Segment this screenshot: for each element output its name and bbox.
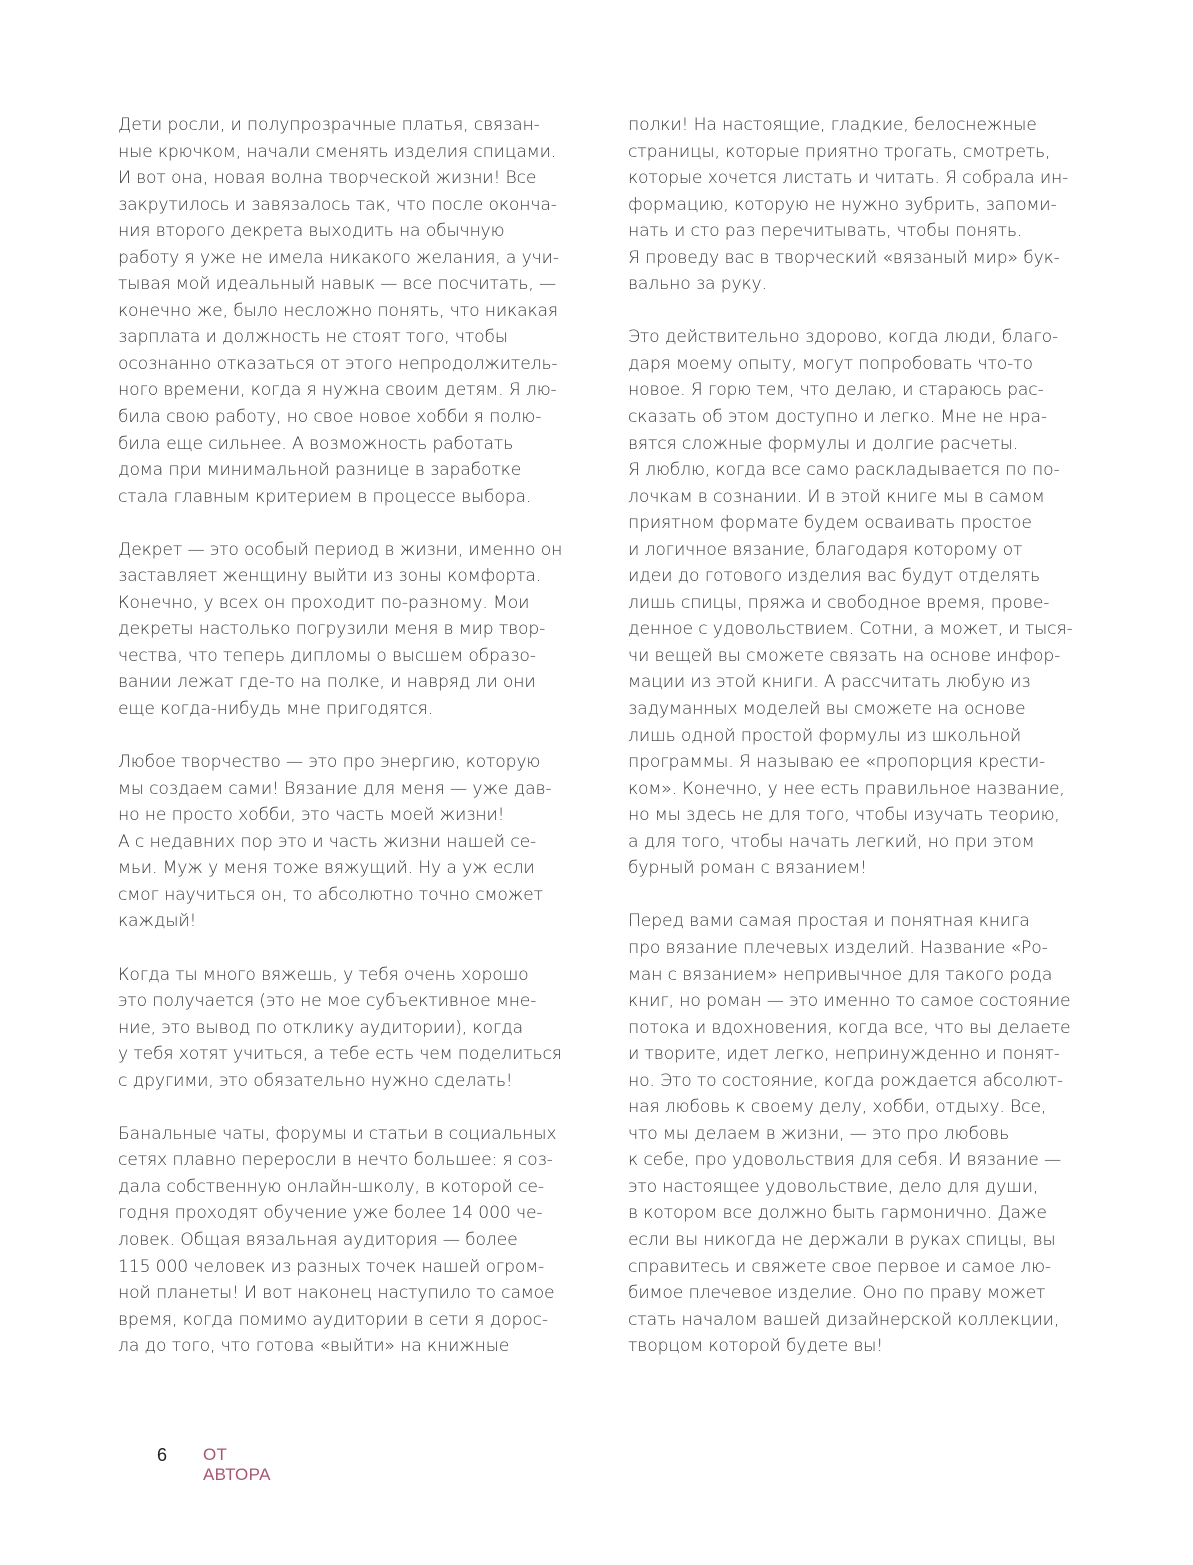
text-line: чества, что теперь дипломы о высшем образо- bbox=[118, 645, 536, 666]
text-line: осознанно отказаться от этого непродолжитель- bbox=[118, 353, 558, 374]
text-line: сказать об этом доступно и легко. Мне не нра- bbox=[628, 407, 1047, 428]
text-line: ного времени, когда я нужна своим детям. Я лю- bbox=[118, 380, 557, 401]
text-line: полки! На настоящие, гладкие, белоснежные bbox=[628, 115, 1037, 135]
text-line: ловек. Общая вязальная аудитория — более bbox=[118, 1229, 518, 1250]
text-line: Я люблю, когда все само раскладывается по по- bbox=[628, 460, 1060, 481]
text-line: Конечно, у всех он проходит по-разному. Мои bbox=[118, 592, 530, 613]
text-line: и логичное вязание, благодаря которому от bbox=[628, 539, 1023, 560]
text-line: чи вещей вы сможете связать на основе инфор- bbox=[628, 645, 1061, 666]
text-line: творцом которой будете вы! bbox=[628, 1336, 884, 1357]
text-line: заставляет женщину выйти из зоны комфорта. bbox=[118, 566, 542, 587]
text-line: задуманных моделей вы сможете на основе bbox=[628, 699, 1026, 720]
text-line: ла до того, что готова «выйти» на книжные bbox=[118, 1336, 510, 1357]
text-line: к себе, про удовольствия для себя. И вязание — bbox=[628, 1150, 1062, 1171]
text-line: а для того, чтобы начать легкий, но при этом bbox=[628, 831, 1035, 852]
text-line: Банальные чаты, форумы и статьи в социальных bbox=[118, 1123, 557, 1144]
text-line: стала главным критерием в процессе выбора. bbox=[118, 486, 532, 507]
text-line: ные крючком, начали сменять изделия спицами. bbox=[118, 141, 557, 162]
text-line: лочкам в сознании. И в этой книге мы в самом bbox=[628, 486, 1045, 507]
text-line: Перед вами самая простая и понятная книга bbox=[628, 911, 1030, 932]
text-line: страницы, которые приятно трогать, смотреть, bbox=[628, 141, 1051, 162]
text-line: Когда ты много вяжешь, у тебя очень хорошо bbox=[118, 964, 529, 985]
text-line: и творите, идет легко, непринужденно и понят- bbox=[628, 1044, 1060, 1065]
text-line: ной планеты! И вот наконец наступило то самое bbox=[118, 1283, 555, 1304]
text-line: Любое творчество — это про энергию, которую bbox=[118, 752, 541, 773]
text-line: закрутилось и завязалось так, что после оконча- bbox=[118, 194, 557, 215]
text-line: каждый! bbox=[118, 911, 197, 932]
text-line: тывая мой идеальный навык — все посчитать, — bbox=[118, 274, 557, 295]
left-column bbox=[118, 112, 608, 1386]
paragraph bbox=[628, 908, 1118, 1359]
right-column bbox=[628, 112, 1118, 1386]
text-line: работу я уже не имела никакого желания, а учи- bbox=[118, 247, 559, 268]
text-line: И вот она, новая волна творческой жизни! Все bbox=[118, 168, 537, 189]
text-line: лишь одной простой формулы из школьной bbox=[628, 725, 1022, 746]
paragraph bbox=[118, 1121, 608, 1360]
text-line: если вы никогда не держали в руках спицы, вы bbox=[628, 1229, 1056, 1250]
text-line: справитесь и свяжете свое первое и самое лю- bbox=[628, 1256, 1051, 1277]
text-line: вятся сложные формулы и долгие расчеты. bbox=[628, 433, 1019, 454]
text-line: книг, но роман — это именно то самое состояние bbox=[628, 991, 1071, 1012]
paragraph bbox=[118, 749, 608, 935]
text-line: годня проходят обучение уже более 14 000 че- bbox=[118, 1203, 543, 1224]
text-line: которые хочется листать и читать. Я собрала ин- bbox=[628, 168, 1069, 189]
text-line: у тебя хотят учиться, а тебе есть чем поделиться bbox=[118, 1044, 562, 1065]
text-line: но. Это то состояние, когда рождается абсолют- bbox=[628, 1070, 1063, 1091]
paragraph bbox=[118, 537, 608, 723]
text-line: ман с вязанием» непривычное для такого рода bbox=[628, 964, 1053, 985]
text-line: ния второго декрета выходить на обычную bbox=[118, 221, 505, 242]
text-line: формацию, которую не нужно зубрить, запоми- bbox=[628, 194, 1057, 215]
text-line: но мы здесь не для того, чтобы изучать теорию, bbox=[628, 805, 1060, 826]
text-line: потока и вдохновения, когда все, что вы делаете bbox=[628, 1017, 1071, 1038]
text-line: ние, это вывод по отклику аудитории), когда bbox=[118, 1017, 524, 1038]
text-line: дала собственную онлайн-школу, в которой се- bbox=[118, 1176, 544, 1197]
text-line: вально за руку. bbox=[628, 274, 767, 295]
text-line: мации из этой книги. А рассчитать любую из bbox=[628, 672, 1031, 693]
paragraph bbox=[118, 962, 608, 1095]
text-line: новое. Я горю тем, что делаю, и стараюсь рас- bbox=[628, 380, 1044, 401]
text-line: нать и сто раз перечитывать, чтобы понять. bbox=[628, 221, 1023, 242]
text-line: программы. Я называю ее «пропорция крести- bbox=[628, 752, 1046, 773]
text-line: дома при минимальной разнице в заработке bbox=[118, 460, 522, 481]
text-line: это получается (это не мое субъективное мне- bbox=[118, 991, 537, 1012]
text-line: 115 000 человек из разных точек нашей огром- bbox=[118, 1256, 545, 1277]
section-title: ОТ АВТОРА bbox=[203, 1445, 271, 1484]
text-line: бурный роман с вязанием! bbox=[628, 858, 867, 879]
text-line: Декрет — это особый период в жизни, именно он bbox=[118, 539, 563, 560]
text-line: Это действительно здорово, когда люди, благо- bbox=[628, 327, 1059, 348]
text-line: идеи до готового изделия вас будут отделять bbox=[628, 566, 1040, 587]
text-line: декреты настолько погрузили меня в мир твор- bbox=[118, 619, 546, 640]
text-line: с другими, это обязательно нужно сделать! bbox=[118, 1070, 513, 1091]
page-number: 6 bbox=[157, 1445, 168, 1465]
text-line: мы создаем сами! Вязание для меня — уже дав- bbox=[118, 778, 552, 799]
text-line: била свою работу, но свое новое хобби я полю- bbox=[118, 407, 542, 428]
text-line: время, когда помимо аудитории в сети я дорос- bbox=[118, 1309, 548, 1330]
paragraph bbox=[118, 112, 608, 510]
text-line: еще когда-нибудь мне пригодятся. bbox=[118, 699, 433, 720]
paragraph bbox=[628, 112, 1118, 298]
text-line: денное с удовольствием. Сотни, а может, и тыся- bbox=[628, 619, 1073, 640]
text-line: Я проведу вас в творческий «вязаный мир» бук- bbox=[628, 247, 1060, 268]
text-line: даря моему опыту, могут попробовать что-то bbox=[628, 353, 1033, 374]
text-line: это настоящее удовольствие, дело для души, bbox=[628, 1176, 1039, 1197]
text-line: била еще сильнее. А возможность работать bbox=[118, 433, 514, 454]
text-line: зарплата и должность не стоят того, чтобы bbox=[118, 327, 508, 348]
text-line: смог научиться он, то абсолютно точно сможет bbox=[118, 884, 543, 905]
text-line: стать началом вашей дизайнерской коллекции, bbox=[628, 1309, 1060, 1330]
text-line: что мы делаем в жизни, — это про любовь bbox=[628, 1123, 1010, 1144]
text-line: в котором все должно быть гармонично. Даже bbox=[628, 1203, 1047, 1224]
text-line: ная любовь к своему делу, хобби, отдыху. Все, bbox=[628, 1097, 1047, 1118]
text-line: лишь спицы, пряжа и свободное время, прове- bbox=[628, 592, 1050, 613]
text-line: сетях плавно переросли в нечто большее: я соз- bbox=[118, 1150, 553, 1171]
text-line: А с недавних пор это и часть жизни нашей се- bbox=[118, 831, 537, 852]
text-line: вании лежат где-то на полке, и навряд ли они bbox=[118, 672, 536, 693]
text-line: конечно же, было несложно понять, что никакая bbox=[118, 300, 558, 321]
text-line: бимое плечевое изделие. Оно по праву может bbox=[628, 1283, 1046, 1304]
text-line: про вязание плечевых изделий. Название «Ро- bbox=[628, 937, 1048, 958]
text-line: Дети росли, и полупрозрачные платья, связан- bbox=[118, 115, 540, 135]
text-line: ком». Конечно, у нее есть правильное название, bbox=[628, 778, 1065, 799]
text-line: мьи. Муж у меня тоже вяжущий. Ну а уж если bbox=[118, 858, 535, 879]
text-line: приятном формате будем осваивать простое bbox=[628, 513, 1032, 534]
paragraph bbox=[628, 324, 1118, 881]
text-line: но не просто хобби, это часть моей жизни! bbox=[118, 805, 505, 826]
